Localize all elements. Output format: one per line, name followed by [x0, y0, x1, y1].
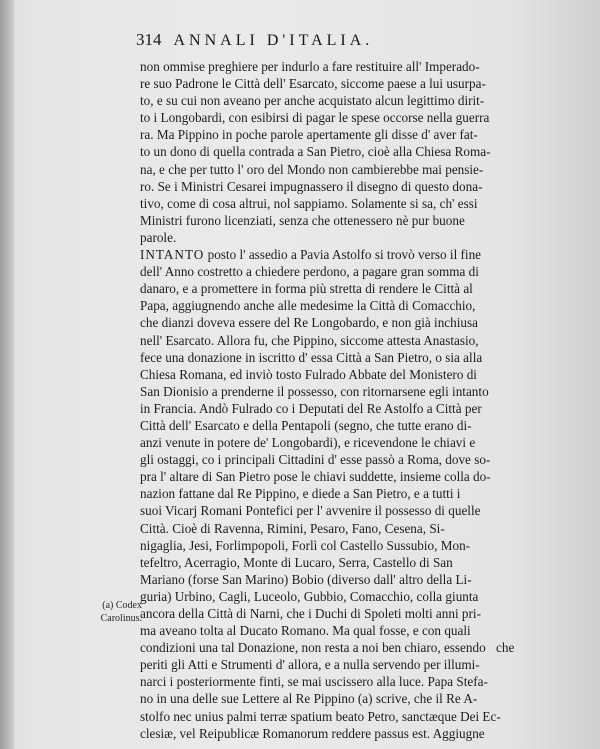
text-line: Città. Cioè di Ravenna, Rimini, Pesaro, Fano, Cesena, Si-: [140, 520, 445, 536]
text-line: Ministri furono licenziati, senza che ottenessero nè pur buone: [140, 212, 465, 228]
text-line: Papa, aggiugnendo anche alle medesime la Città di Comacchio,: [140, 298, 476, 314]
text-line: pra l' altare di San Pietro pose le chiavi suddette, insieme colla do-: [140, 469, 491, 485]
text-line: San Dionisio a prenderne il possesso, con ritornarsene egli intanto: [140, 383, 489, 399]
text-line: danaro, e a promettere in forma più stretta di rendere le Città al: [140, 281, 473, 297]
text-line: to, e su cui non aveano per anche acquistato alcun legittimo dirit-: [140, 93, 485, 109]
text-line: nell' Esarcato. Allora fu, che Pippino, siccome attesta Anastasio,: [140, 332, 479, 348]
text-line: stolfo nec unius palmi terræ spatium beato Petro, sanctæque Dei Ec-: [140, 708, 501, 724]
text-line: na, e che per tutto l' oro del Mondo non cambierebbe mai pensie-: [140, 161, 484, 177]
text-line: condizioni una tal Donazione, non resta a noi ben chiaro, essendo: [140, 640, 486, 656]
text-line: gli ostaggi, co i principali Cittadini d' esse passò a Roma, dove so-: [140, 452, 491, 468]
text-line: ra. Ma Pippino in poche parole apertamente gli disse d' aver fat-: [140, 127, 478, 143]
footnote-line: (a) Codex: [102, 600, 142, 611]
text-line: to un dono di quella contrada a San Pietro, cioè alla Chiesa Roma-: [140, 144, 491, 160]
text-line: Mariano (forse San Marino) Bobio (diverso dall' altro della Li-: [140, 571, 472, 587]
paragraph-2: [140, 246, 527, 742]
text-line: [140, 246, 527, 263]
initial-word: INTANTO: [140, 247, 205, 263]
main-text-block: [140, 58, 527, 742]
marginal-footnote: [94, 599, 142, 625]
text-line: Chiesa Romana, ed inviò tosto Fulrado Abbate del Monistero di: [140, 366, 477, 382]
text-line: fece una donazione in iscritto d' essa Città a San Pietro, o sia alla: [140, 349, 483, 365]
text-line: anzi venute in potere de' Longobardi), e ricevendone le chiavi e: [140, 435, 476, 451]
text-line: dell' Anno costretto a chiedere perdono, a pagare gran somma di: [140, 264, 479, 280]
text-line: nigaglia, Jesi, Forlimpopoli, Forlì col Castello Sussubio, Mon-: [140, 537, 471, 553]
text-line: suoi Vicarj Romani Pontefici per l' avvenire il possesso di quelle: [140, 503, 481, 519]
paragraph-1: [140, 58, 527, 246]
text-line: narci i posteriormente finti, se mai uscissero alla luce. Papa Stefa-: [140, 674, 488, 690]
text-fragment: posto l' assedio a Pavia Astolfo si trovò verso il fine: [204, 247, 482, 263]
text-line: in Francia. Andò Fulrado co i Deputati del Re Astolfo a Città per: [140, 400, 482, 416]
catchword: che: [496, 640, 515, 655]
text-line: nazion fattane dal Re Pippino, e diede a San Pietro, e a tutti i: [140, 486, 461, 502]
page-gutter-shadow: [0, 0, 14, 749]
text-line: tivo, come di cosa altrui, nol sappiamo. Solamente si sa, ch' essi: [140, 195, 478, 211]
text-line: re suo Padrone le Città dell' Esarcato, siccome paese a lui usurpa-: [140, 76, 486, 92]
text-line: non ommise preghiere per indurlo a fare restituire all' Imperado-: [140, 59, 480, 74]
text-line: periti gli Atti e Strumenti d' allora, e a nulla servendo per illumi-: [140, 657, 480, 673]
text-line: ro. Se i Ministri Cesarei impugnassero il disegno di questo dona-: [140, 178, 483, 194]
page-header: [136, 30, 466, 50]
text-line: tefeltro, Acerragio, Monte di Lucaro, Serra, Castello di San: [140, 554, 453, 570]
text-line: che dianzi doveva essere del Re Longobardo, e non già inchiusa: [140, 315, 478, 331]
text-line: no in una delle sue Lettere al Re Pippino (a) scrive, che il Re A-: [140, 691, 478, 707]
text-line: parole.: [140, 229, 177, 245]
text-line: to i Longobardi, con esibirsi di pagar le spese occorse nella guerra: [140, 110, 490, 126]
text-line: clesiæ, vel Reipublicæ Romanorum reddere passus est. Aggiugne: [140, 725, 485, 741]
text-line: Città dell' Esarcato e della Pentapoli (segno, che tutte erano di-: [140, 417, 472, 433]
footnote-line: Carolinus.: [100, 613, 142, 624]
running-title: ANNALI D'ITALIA.: [173, 32, 374, 49]
text-line: guria) Urbino, Cagli, Luceolo, Gubbio, Comacchio, colla giunta: [140, 588, 479, 604]
text-line: ma aveano tolta al Ducato Romano. Ma qual fosse, e con quali: [140, 623, 471, 639]
text-line: ancora della Città di Narni, che i Duchi di Spoleti molti anni pri-: [140, 606, 481, 621]
page-number: 314: [136, 30, 162, 49]
